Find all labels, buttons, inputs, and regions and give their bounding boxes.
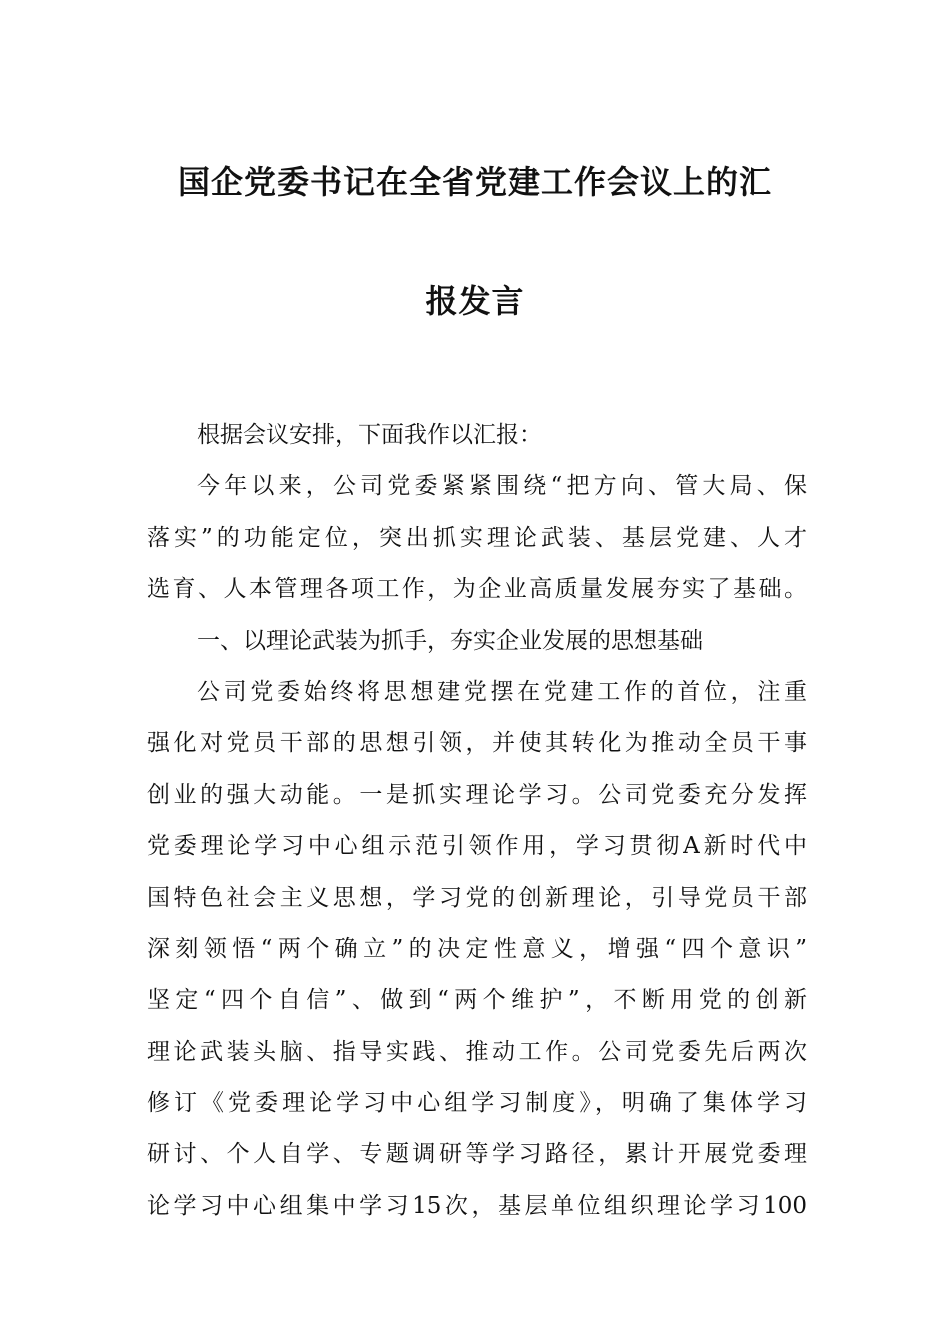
paragraph-line: 理论武装头脑、指导实践、推动工作。公司党委先后两次 — [147, 1038, 807, 1065]
paragraph-line: 深刻领悟“两个确立”的决定性意义，增强“四个意识” — [147, 935, 807, 962]
paragraph-line: 落实”的功能定位，突出抓实理论武装、基层党建、人才 — [147, 524, 807, 551]
paragraph-line: 选育、人本管理各项工作，为企业高质量发展夯实了基础。 — [147, 576, 807, 603]
paragraph-line: 创业的强大动能。一是抓实理论学习。公司党委充分发挥 — [147, 781, 807, 808]
document-title-line-2: 报发言 — [425, 282, 525, 320]
paragraph-line: 公司党委始终将思想建党摆在党建工作的首位，注重 — [197, 678, 807, 705]
paragraph-line: 今年以来，公司党委紧紧围绕“把方向、管大局、保 — [197, 473, 807, 500]
paragraph-line: 党委理论学习中心组示范引领作用，学习贯彻A新时代中 — [147, 833, 807, 860]
section-heading: 一、以理论武装为抓手，夯实企业发展的思想基础 — [197, 627, 703, 654]
paragraph-line: 研讨、个人自学、专题调研等学习路径，累计开展党委理 — [147, 1141, 807, 1168]
paragraph-line: 根据会议安排，下面我作以汇报： — [197, 422, 542, 448]
document-body — [147, 410, 807, 1232]
paragraph-line: 修订《党委理论学习中心组学习制度》，明确了集体学习 — [147, 1090, 807, 1117]
paragraph-line: 强化对党员干部的思想引领，并使其转化为推动全员干事 — [147, 730, 807, 757]
document-title-line-1: 国企党委书记在全省党建工作会议上的汇 — [177, 163, 772, 201]
paragraph-line: 国特色社会主义思想，学习党的创新理论，引导党员干部 — [147, 884, 807, 911]
paragraph-line: 坚定“四个自信”、做到“两个维护”，不断用党的创新 — [147, 987, 807, 1014]
paragraph-line: 论学习中心组集中学习15次，基层单位组织理论学习100 — [147, 1192, 807, 1219]
